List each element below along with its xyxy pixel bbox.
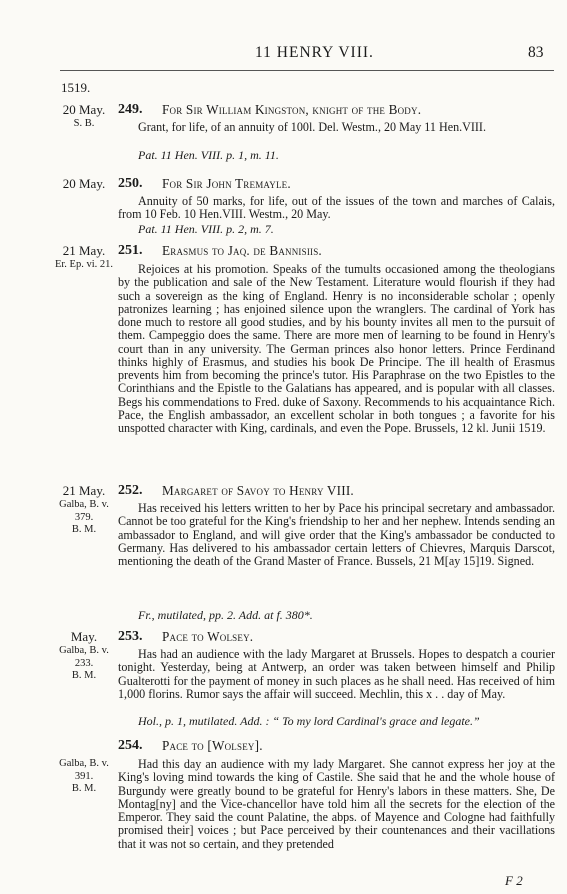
entry-text: Has had an audience with the lady Margaret at Brussels. Hopes to despatch a courier tonight. Yesterday, being at Antwerp, an order was taken between himself and Philip Gualterotti for the payment of money in such places as he shall need. Has received of him 1,000 florins. Rumor says the affair will succeed. Mechlin, this x . . day of May. [118, 647, 555, 701]
entry-source-folio: 379. [74, 511, 94, 523]
entry-text: Grant, for life, of an annuity of 100l. Del. Westm., 20 May 11 Hen.VIII. [138, 120, 486, 134]
entry-source-library: B. M. [71, 524, 97, 535]
entry-source: S. B. [73, 118, 95, 129]
entry-title: Erasmus to Jaq. de Bannisiis. [162, 243, 322, 258]
entry-date: 21 May. [62, 483, 106, 498]
entry-source-folio: 233. [74, 657, 94, 669]
entry-source-library: B. M. [71, 670, 97, 681]
entry-date: 21 May. [62, 243, 106, 258]
entry-number: 249. [118, 102, 143, 117]
entry-title: Margaret of Savoy to Henry VIII. [162, 483, 354, 498]
entry-source: Galba, B. v. [59, 758, 109, 769]
signature-mark: F 2 [505, 873, 523, 888]
entry-text: Annuity of 50 marks, for life, out of the issues of the town and marches of Calais, from 10 Feb. 10 Hen.VIII. Westm., 20 May. [118, 194, 555, 222]
entry-title: For Sir John Tremayle. [162, 176, 291, 191]
entry-title: Pace to [Wolsey]. [162, 738, 263, 753]
entry-source: Er. Ep. vi. 21. [54, 259, 114, 270]
entry-source-library: B. M. [71, 783, 97, 794]
running-title: 11 HENRY VIII. [255, 44, 374, 61]
entry-number: 253. [118, 629, 143, 644]
entry-margin [50, 102, 118, 131]
entry-date: May. [70, 629, 98, 644]
entry-reference: Pat. 11 Hen. VIII. p. 2, m. 7. [138, 222, 274, 236]
entry-margin [50, 758, 118, 796]
entry-reference: Fr., mutilated, pp. 2. Add. at f. 380*. [138, 608, 313, 622]
entry-margin [50, 243, 118, 272]
entry-source: Galba, B. v. [59, 499, 109, 510]
page-number: 83 [528, 44, 544, 61]
entry-text: Had this day an audience with my lady Margaret. She cannot express her joy at the King's loving mind towards the king of Castile. She said that he and the whole house of Burgundy were greatly bound to be grateful for Henry's labors in these matters. She, De Montag[ny] and the Vice-chancellor have told him all the secrets for the election of the Emperor. They said the count Palatine, the abps. of Mayence and Cologne had faithfully promised their] voices ; but Pace perceived by their countenances and their vacillations that it was not so certain, and they pretended [118, 757, 555, 851]
year-label: 1519. [61, 80, 91, 95]
entry-number: 254. [118, 738, 143, 753]
entry-date: 20 May. [62, 102, 106, 117]
entry-number: 250. [118, 176, 143, 191]
entry-title: For Sir William Kingston, knight of the Body. [162, 102, 422, 117]
entry-number: 251. [118, 243, 143, 258]
entry-margin [50, 176, 118, 192]
entry-date: 20 May. [62, 176, 106, 191]
entry-text: Rejoices at his promotion. Speaks of the tumults occasioned among the theologians by the publication and sale of the New Testament. Literature would flourish if they had such a sovereign as the king of England. Henry is no inconsiderable scholar ; openly patronizes learning ; has enjoined silence upon the wranglers. The cardinal of York has done much to restore all good studies, and by his bounty invites all men to the pursuit of them. Campeggio does the same. There are more men of learning to be found in Henry's court than in any university. The German princes also honor letters. Prince Ferdinand thinks highly of Erasmus, and studies his book De Principe. The ill health of Erasmus prevents him from becoming the prince's tutor. His Paraphrase on the two Epistles to the Corinthians and the Epistle to the Galatians has appeared, and is popular with all classes. Begs his commendations to Fred. duke of Saxony. Recommends to his acquaintance Rich. Pace, the English ambassador, an excellent scholar in both tongues ; a favorite for his unspotted character with King, cardinals, and even the Pope. Brussels, 12 kl. Junii 1519. [118, 262, 555, 435]
entry-source: Galba, B. v. [59, 645, 109, 656]
entry-margin [50, 483, 118, 537]
entry-number: 252. [118, 483, 143, 498]
entry-text: Has received his letters written to her by Pace his principal secretary and ambassador. Cannot be too grateful for the King's friendship to her and her nephew. Intends sending an ambassador to England, and will give order that the King's ambassador be conducted to Germany. Has delivered to his ambassador certain letters of Chievres, Marquis Darscot, mentioning the death of the Grand Master of France. Bussels, 21 M[ay 15]19. Signed. [118, 501, 555, 568]
entry-title: Pace to Wolsey. [162, 629, 254, 644]
entry-reference: Pat. 11 Hen. VIII. p. 1, m. 11. [138, 148, 279, 162]
header-rule [60, 70, 554, 71]
page-header [0, 44, 567, 68]
entry-source-folio: 391. [74, 770, 94, 782]
entry-margin [50, 629, 118, 683]
entry-reference: Hol., p. 1, mutilated. Add. : “ To my lord Cardinal's grace and legate.” [138, 714, 480, 728]
